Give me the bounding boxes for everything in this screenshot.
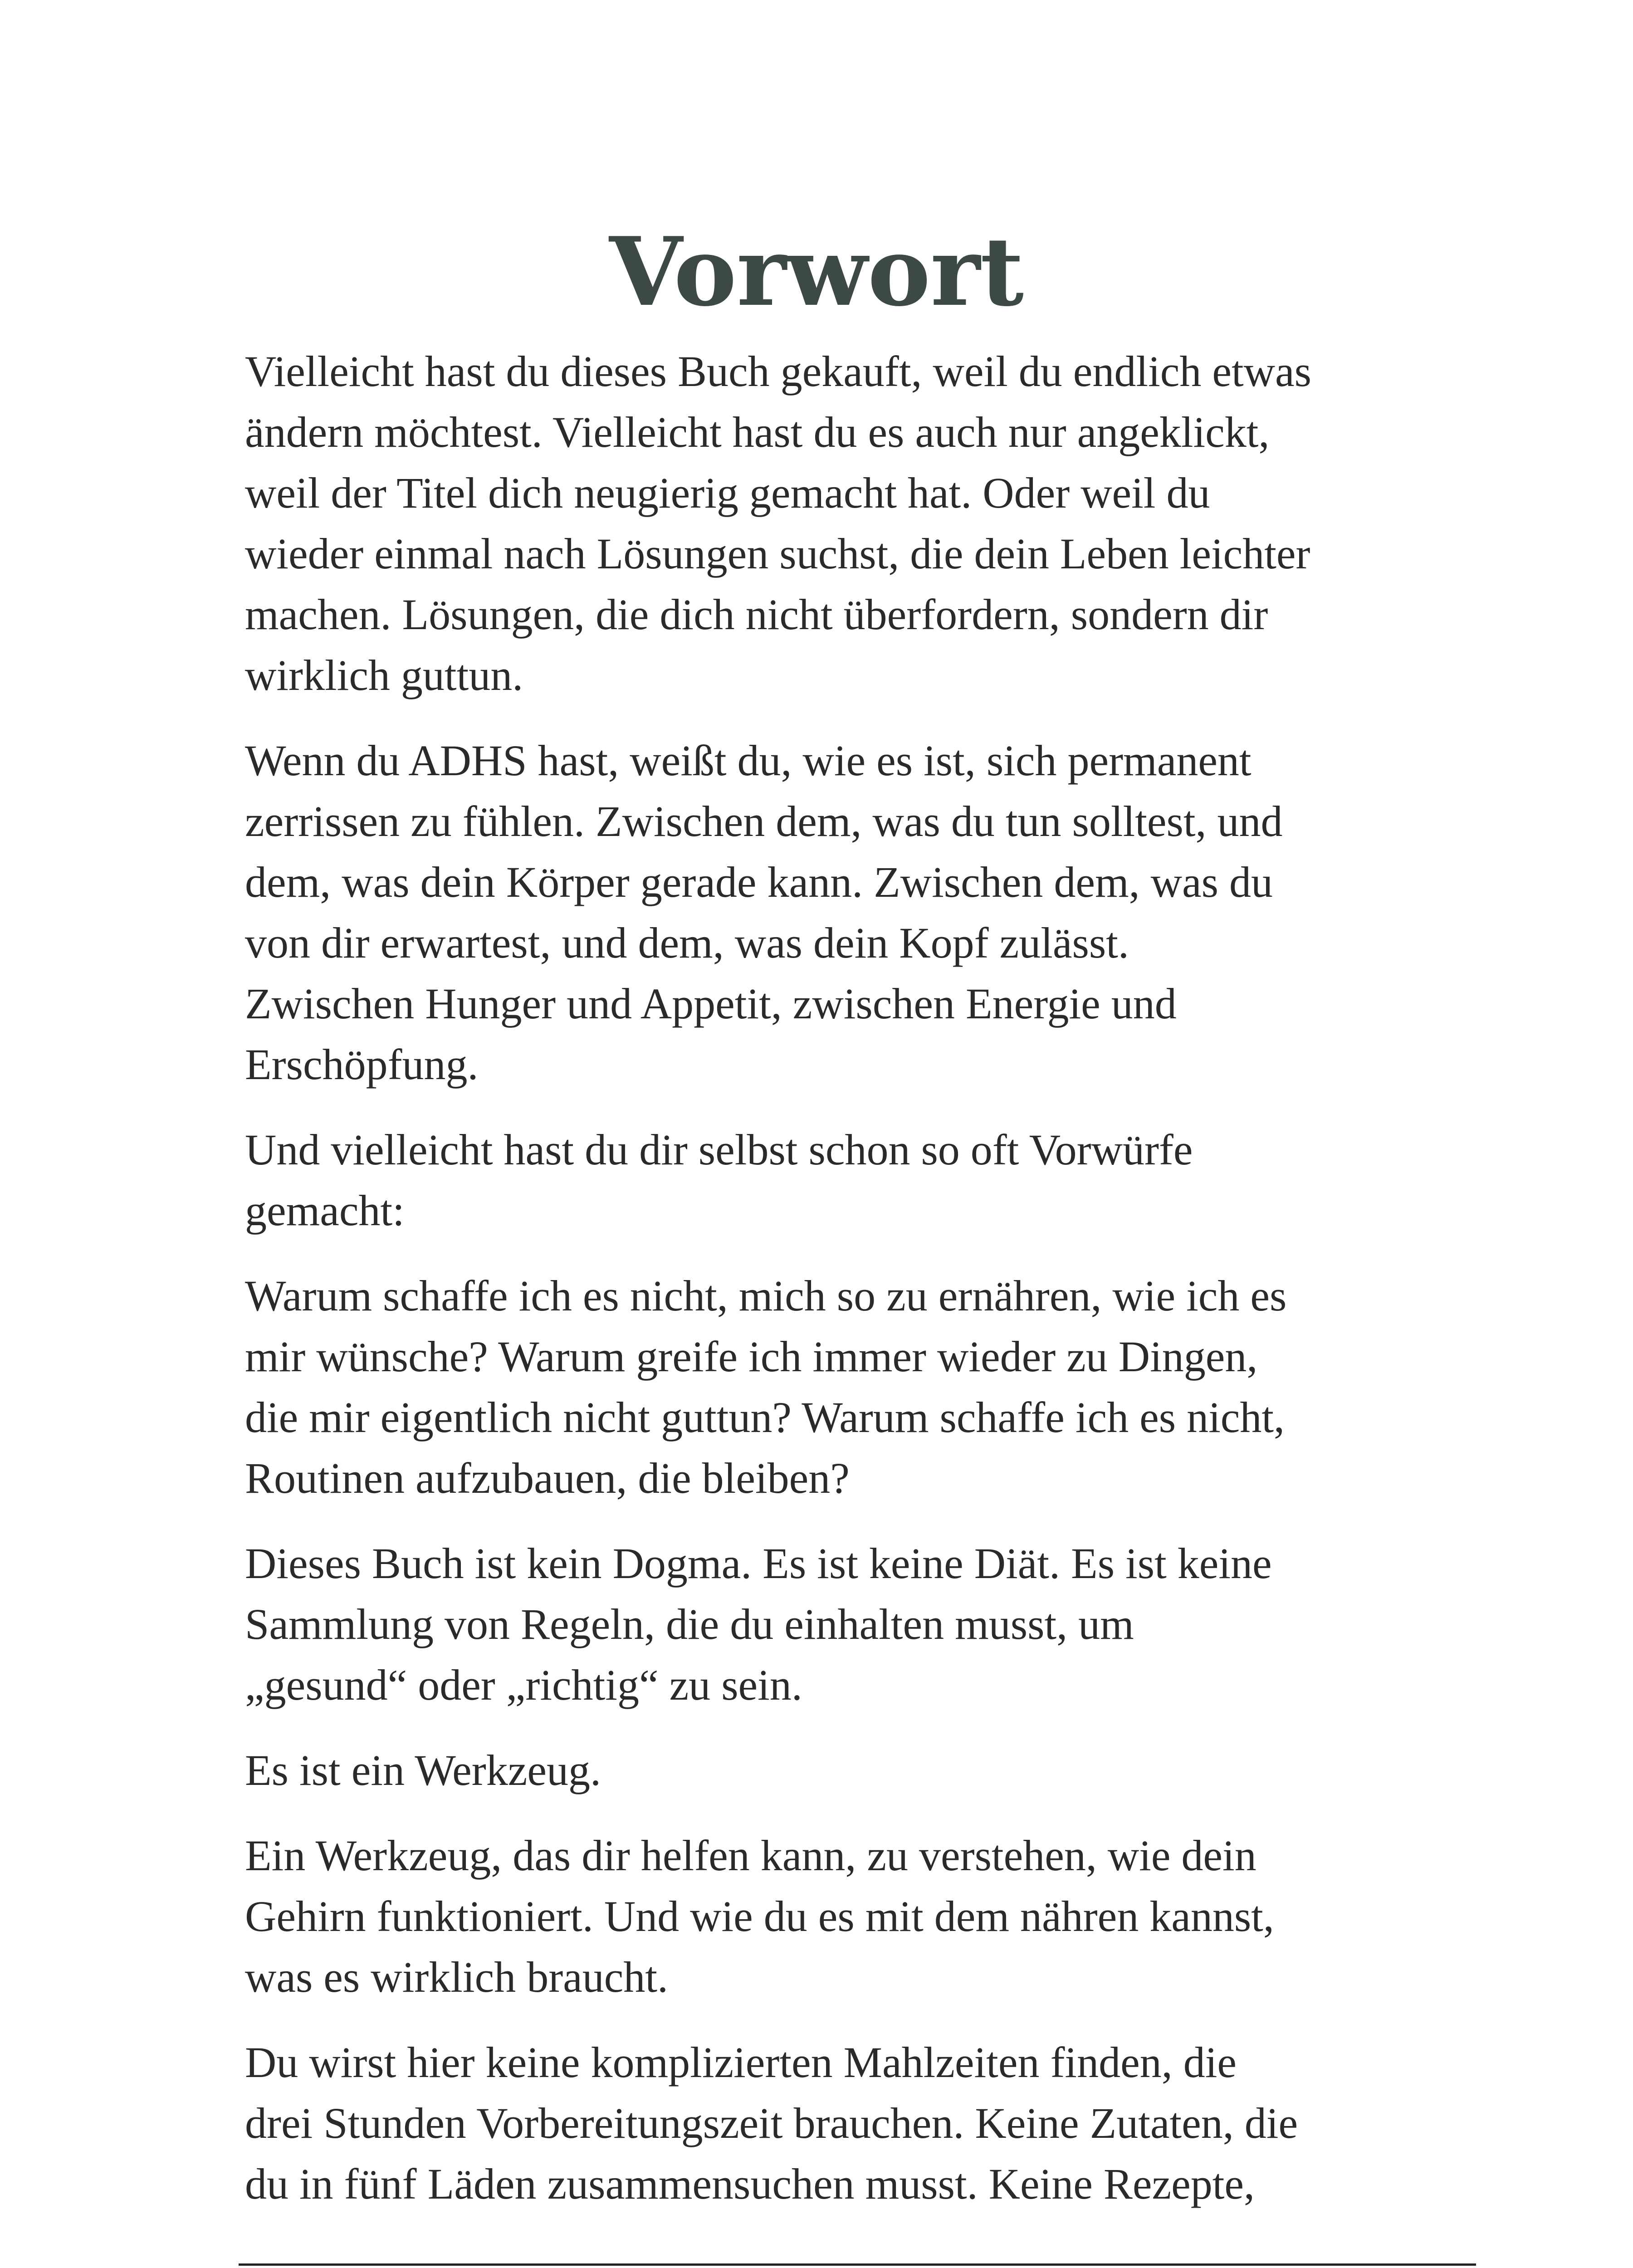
paragraph [245,2032,1479,2214]
paragraph [245,730,1479,1095]
text-line: Dieses Buch ist kein Dogma. Es ist keine Diät. Es ist keine [245,1539,1272,1588]
text-line: von dir erwartest, und dem, was dein Kopf zulässt. [245,919,1129,967]
text-line: wirklich guttun. [245,651,523,699]
text-line: weil der Titel dich neugierig gemacht hat. Oder weil du [245,469,1210,517]
text-line: die mir eigentlich nicht guttun? Warum schaffe ich es nicht, [245,1393,1285,1442]
text-line: wieder einmal nach Lösungen suchst, die dein Leben leichter [245,529,1310,578]
text-line: mir wünsche? Warum greife ich immer wieder zu Dingen, [245,1332,1258,1381]
paragraph [245,341,1479,706]
text-line: Erschöpfung. [245,1040,479,1089]
paragraph [245,1119,1479,1241]
chapter-title: Vorwort [609,217,1024,327]
body-text [245,341,1479,2239]
text-line: gemacht: [245,1186,405,1235]
text-line: Und vielleicht hast du dir selbst schon so oft Vorwürfe [245,1125,1193,1174]
text-line: Du wirst hier keine komplizierten Mahlzeiten finden, die [245,2038,1237,2087]
text-line: machen. Lösungen, die dich nicht überfordern, sondern dir [245,590,1268,639]
text-line: Sammlung von Regeln, die du einhalten musst, um [245,1600,1134,1648]
text-line: Es ist ein Werkzeug. [245,1746,601,1794]
text-line: zerrissen zu fühlen. Zwischen dem, was du tun solltest, und [245,797,1283,846]
paragraph [245,1533,1479,1716]
text-line: „gesund“ oder „richtig“ zu sein. [245,1661,802,1709]
paragraph [245,1740,1479,1801]
text-line: Ein Werkzeug, das dir helfen kann, zu verstehen, wie dein [245,1831,1257,1880]
text-line: ändern möchtest. Vielleicht hast du es auch nur angeklickt, [245,408,1270,456]
text-line: Warum schaffe ich es nicht, mich so zu ernähren, wie ich es [245,1271,1287,1320]
text-line: was es wirklich braucht. [245,1953,669,2001]
footer-divider [239,2263,1476,2266]
paragraph [245,1266,1479,1509]
text-line: Gehirn funktioniert. Und wie du es mit dem nähren kannst, [245,1892,1274,1941]
text-line: Zwischen Hunger und Appetit, zwischen Energie und [245,979,1177,1028]
text-line: Routinen aufzubauen, die bleiben? [245,1454,850,1502]
text-line: dem, was dein Körper gerade kann. Zwischen dem, was du [245,858,1273,906]
paragraph [245,1825,1479,2008]
text-line: du in fünf Läden zusammensuchen musst. Keine Rezepte, [245,2160,1255,2208]
text-line: Wenn du ADHS hast, weißt du, wie es ist, sich permanent [245,736,1252,785]
text-line: drei Stunden Vorbereitungszeit brauchen. Keine Zutaten, die [245,2099,1298,2147]
text-line: Vielleicht hast du dieses Buch gekauft, weil du endlich etwas [245,347,1311,396]
